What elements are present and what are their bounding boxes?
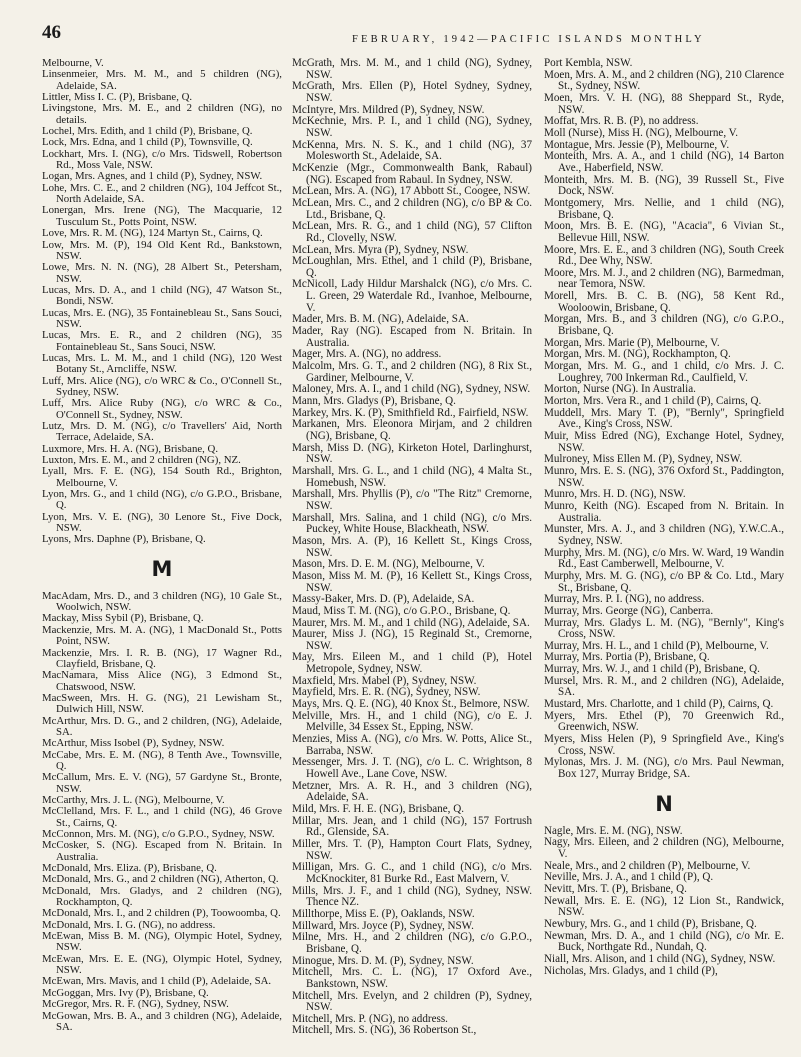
list-entry: Murphy, Mrs. M. G. (NG), c/o BP & Co. Ltd., Mary St., Brisbane, Q. xyxy=(544,569,784,594)
list-entry: Newbury, Mrs. G., and 1 child (P), Brisbane, Q. xyxy=(544,917,757,930)
list-entry: Love, Mrs. R. M. (NG), 124 Martyn St., Cairns, Q. xyxy=(42,227,263,240)
list-entry: Lockhart, Mrs. I. (NG), c/o Mrs. Tidswell, Robertson Rd., Moss Vale, NSW. xyxy=(42,147,282,172)
list-entry: McEwan, Mrs. E. E. (NG), Olympic Hotel, Sydney, NSW. xyxy=(42,952,282,977)
list-entry: McClelland, Mrs. F. L., and 1 child (NG), 46 Grove St., Cairns, Q. xyxy=(42,805,282,829)
list-entry: Luff, Mrs. Alice Ruby (NG), c/o WRC & Co., O'Connell St., Sydney, NSW. xyxy=(42,397,282,421)
list-entry: Morton, Nurse (NG). In Australia. xyxy=(544,383,696,396)
list-entry: Neville, Mrs. J. A., and 1 child (P), Q. xyxy=(544,871,714,884)
list-entry: Murray, Mrs. Portia (P), Brisbane, Q. xyxy=(544,651,710,664)
list-entry: Monteith, Mrs. M. B. (NG), 39 Russell St., Five Dock, NSW. xyxy=(544,173,784,198)
list-entry: McCabe, Mrs. E. M. (NG), 8 Tenth Ave., Townsville, Q. xyxy=(42,748,282,772)
list-entry: MacAdam, Mrs. D., and 3 children (NG), 10 Gale St., Woolwich, NSW. xyxy=(42,589,282,614)
list-entry: Murphy, Mrs. M. (NG), c/o Mrs. W. Ward, 19 Wandin Rd., East Camberwell, Melbourne, V. xyxy=(544,546,784,571)
list-entry: Mylonas, Mrs. J. M. (NG), c/o Mrs. Paul Newman, Box 127, Murray Bridge, SA. xyxy=(544,756,784,781)
list-entry: Maloney, Mrs. A. I., and 1 child (NG), Sydney, NSW. xyxy=(292,383,531,396)
list-entry: Lowe, Mrs. N. N. (NG), 28 Albert St., Petersham, NSW. xyxy=(42,261,282,285)
list-entry: Murray, Mrs. W. J., and 1 child (P), Brisbane, Q. xyxy=(544,663,760,676)
list-entry: Lohe, Mrs. C. E., and 2 children (NG), 104 Jeffcot St., North Adelaide, SA. xyxy=(42,181,282,206)
list-entry: Mackay, Miss Sybil (P), Brisbane, Q. xyxy=(42,612,204,625)
list-entry: MacNamara, Miss Alice (NG), 3 Edmond St., Chatswood, NSW. xyxy=(42,669,282,693)
list-entry: Lyons, Mrs. Daphne (P), Brisbane, Q. xyxy=(42,533,206,546)
list-entry: Muddell, Mrs. Mary T. (P), "Bernly", Springfield Ave., King's Cross, NSW. xyxy=(544,406,784,431)
list-entry: Morgan, Mrs. B., and 3 children (NG), c/o G.P.O., Brisbane, Q. xyxy=(544,313,784,338)
list-entry: McGregor, Mrs. R. F. (NG), Sydney, NSW. xyxy=(42,998,229,1011)
list-entry: Melville, Mrs. H., and 1 child (NG), c/o E. J. Melville, 34 Essex St., Epping, NSW. xyxy=(292,709,532,734)
list-entry: McGowan, Mrs. B. A., and 3 children (NG), Adelaide, SA. xyxy=(42,1009,282,1033)
list-entry: Morgan, Mrs. M. (NG), Rockhampton, Q. xyxy=(544,348,731,361)
list-entry: Newall, Mrs. E. E. (NG), 12 Lion St., Randwick, NSW. xyxy=(544,894,784,919)
running-head: FEBRUARY, 1942—PACIFIC ISLANDS MONTHLY xyxy=(352,34,705,45)
list-entry: Newman, Mrs. D. A., and 1 child (NG), c/o Mr. E. Buck, Northgate Rd., Nundah, Q. xyxy=(544,929,784,954)
list-entry: McGrath, Mrs. Ellen (P), Hotel Sydney, Sydney, NSW. xyxy=(292,80,532,104)
list-entry: Mager, Mrs. A. (NG), no address. xyxy=(292,348,442,361)
list-entry: McIntyre, Mrs. Mildred (P), Sydney, NSW. xyxy=(292,103,485,116)
list-entry: Luxmore, Mrs. H. A. (NG), Brisbane, Q. xyxy=(42,442,219,455)
list-entry: Nevitt, Mrs. T. (P), Brisbane, Q. xyxy=(544,882,687,895)
list-entry: Murray, Mrs. H. L., and 1 child (P), Melbourne, V. xyxy=(544,639,769,652)
list-entry: Luff, Mrs. Alice (NG), c/o WRC & Co., O'Connell St., Sydney, NSW. xyxy=(42,374,282,398)
list-entry: Myers, Mrs. Ethel (P), 70 Greenwich Rd., Greenwich, NSW. xyxy=(544,709,784,734)
list-entry: Munster, Mrs. A. J., and 3 children (NG), Y.W.C.A., Sydney, NSW. xyxy=(544,523,784,547)
list-entry: Massy-Baker, Mrs. D. (P), Adelaide, SA. xyxy=(292,593,475,606)
list-entry: Morton, Mrs. Vera R., and 1 child (P), Cairns, Q. xyxy=(544,395,762,408)
list-entry: McDonald, Mrs. I., and 2 children (P), Toowoomba, Q. xyxy=(42,907,281,920)
list-entry: May, Mrs. Eileen M., and 1 child (P), Hotel Metropole, Sydney, NSW. xyxy=(292,651,532,676)
list-entry: Montague, Mrs. Jessie (P), Melbourne, V. xyxy=(544,138,730,151)
list-entry: Lucas, Mrs. D. A., and 1 child (NG), 47 Watson St., Bondi, NSW. xyxy=(42,283,282,308)
list-entry: Moen, Mrs. A. M., and 2 children (NG), 210 Clarence St., Sydney, NSW. xyxy=(544,68,785,93)
list-entry: Maud, Miss T. M. (NG), c/o G.P.O., Brisbane, Q. xyxy=(292,604,511,617)
list-entry: McDonald, Mrs. I. G. (NG), no address. xyxy=(42,918,216,931)
list-entry: Murray, Mrs. P. I. (NG), no address. xyxy=(544,593,705,606)
list-entry: McLoughlan, Mrs. Ethel, and 1 child (P), Brisbane, Q. xyxy=(292,255,532,279)
list-entry: McEwan, Mrs. Mavis, and 1 child (P), Adelaide, SA. xyxy=(42,975,272,988)
list-entry: Lyon, Mrs. V. E. (NG), 30 Lenore St., Five Dock, NSW. xyxy=(42,510,282,535)
list-entry: Lucas, Mrs. L. M. M., and 1 child (NG), 120 West Botany St., Arncliffe, NSW. xyxy=(42,351,282,376)
section-letter: M xyxy=(151,556,173,581)
list-entry: Montgomery, Mrs. Nellie, and 1 child (NG), Brisbane, Q. xyxy=(544,196,784,221)
list-entry: McGoggan, Mrs. Ivy (P), Brisbane, Q. xyxy=(42,986,209,999)
list-entry: Niall, Mrs. Alison, and 1 child (NG), Sydney, NSW. xyxy=(544,952,776,965)
list-entry: Lyon, Mrs. G., and 1 child (NG), c/o G.P.O., Brisbane, Q. xyxy=(42,488,282,512)
list-entry: Millthorpe, Miss E. (P), Oaklands, NSW. xyxy=(292,907,475,920)
column-2 xyxy=(292,58,532,1037)
list-entry: Mild, Mrs. F. H. E. (NG), Brisbane, Q. xyxy=(292,803,464,815)
list-entry: Marshall, Mrs. Phyllis (P), c/o "The Ritz" Cremorne, NSW. xyxy=(292,488,532,512)
list-entry: Maurer, Mrs. M. M., and 1 child (NG), Adelaide, SA. xyxy=(292,616,530,629)
list-entry: Marshall, Mrs. G. L., and 1 child (NG), 4 Malta St., Homebush, NSW. xyxy=(292,464,532,489)
list-entry: Maxfield, Mrs. Mabel (P), Sydney, NSW. xyxy=(292,674,477,687)
list-entry: Milne, Mrs. H., and 2 children (NG), c/o G.P.O., Brisbane, Q. xyxy=(292,931,532,955)
list-entry: Neale, Mrs., and 2 children (P), Melbourne, V. xyxy=(544,859,751,872)
list-entry: Lutz, Mrs. D. M. (NG), c/o Travellers' Aid, North Terrace, Adelaide, SA. xyxy=(42,420,282,444)
list-entry: Linsenmeier, Mrs. M. M., and 5 children (NG), Adelaide, SA. xyxy=(42,68,282,92)
list-entry: Mayfield, Mrs. E. R. (NG), Sydney, NSW. xyxy=(292,686,481,699)
list-entry: Metzner, Mrs. A. R. H., and 3 children (NG), Adelaide, SA. xyxy=(292,779,532,804)
list-entry: Maurer, Miss J. (NG), 15 Reginald St., Cremorne, NSW. xyxy=(292,628,532,652)
list-entry: Mason, Miss M. M. (P), 16 Kellett St., Kings Cross, NSW. xyxy=(292,569,532,594)
list-entry: Moffat, Mrs. R. B. (P), no address. xyxy=(544,115,699,128)
list-entry: Miller, Mrs. T. (P), Hampton Court Flats, Sydney, NSW. xyxy=(292,837,532,862)
list-entry: Lock, Mrs. Edna, and 1 child (P), Townsville, Q. xyxy=(42,136,253,149)
list-entry: Livingstone, Mrs. M. E., and 2 children (NG), no details. xyxy=(42,102,282,126)
list-entry: Lucas, Mrs. E. R., and 2 children (NG), 35 Fontainebleau St., Sans Souci, NSW. xyxy=(42,329,282,353)
list-entry: Mills, Mrs. J. F., and 1 child (NG), Sydney, NSW. Thence NZ. xyxy=(292,884,532,909)
list-entry: McCarthy, Mrs. J. L. (NG), Melbourne, V. xyxy=(42,793,225,806)
list-entry: Morgan, Mrs. Marie (P), Melbourne, V. xyxy=(544,336,720,349)
page-number: 46 xyxy=(42,22,61,43)
list-entry: McDonald, Mrs. Eliza. (P), Brisbane, Q. xyxy=(42,862,217,875)
list-entry: Lucas, Mrs. E. (NG), 35 Fontainebleau St., Sans Souci, NSW. xyxy=(42,306,282,330)
list-entry: McLean, Mrs. Myra (P), Sydney, NSW. xyxy=(292,243,469,256)
list-entry: Mursel, Mrs. R. M., and 2 children (NG), Adelaide, SA. xyxy=(544,674,784,699)
list-entry: Myers, Miss Helen (P), 9 Springfield Ave., King's Cross, NSW. xyxy=(544,733,784,757)
list-entry: McLean, Mrs. C., and 2 children (NG), c/o BP & Co. Ltd., Brisbane, Q. xyxy=(292,196,532,221)
list-entry: McCallum, Mrs. E. V. (NG), 57 Gardyne St., Bronte, NSW. xyxy=(42,771,282,795)
list-entry: Markey, Mrs. K. (P), Smithfield Rd., Fairfield, NSW. xyxy=(292,406,529,419)
list-entry: Mitchell, Mrs. S. (NG), 36 Robertson St., xyxy=(292,1024,477,1037)
list-entry: Munro, Keith (NG). Escaped from N. Britain. In Australia. xyxy=(544,499,784,524)
list-entry: Lochel, Mrs. Edith, and 1 child (P), Brisbane, Q. xyxy=(42,125,253,138)
list-entry: Mader, Ray (NG). Escaped from N. Britain. In Australia. xyxy=(292,325,532,349)
list-entry: Mackenzie, Mrs. I. R. B. (NG), 17 Wagner Rd., Clayfield, Brisbane, Q. xyxy=(42,646,282,670)
list-entry: McDonald, Mrs. G., and 2 children (NG), Atherton, Q. xyxy=(42,873,279,886)
list-entry: Marshall, Mrs. Salina, and 1 child (NG), c/o Mrs. Puckey, White House, Blackheath, NSW. xyxy=(292,511,532,536)
list-entry: Moore, Mrs. E. E., and 3 children (NG), South Creek Rd., Dee Why, NSW. xyxy=(544,243,784,268)
list-entry: Menzies, Miss A. (NG), c/o Mrs. W. Potts, Alice St., Barraba, NSW. xyxy=(292,733,532,757)
list-entry: McGrath, Mrs. M. M., and 1 child (NG), Sydney, NSW. xyxy=(292,57,532,81)
list-entry: Mackenzie, Mrs. M. A. (NG), 1 MacDonald St., Potts Point, NSW. xyxy=(42,623,282,648)
list-entry: Murray, Mrs. George (NG), Canberra. xyxy=(544,604,714,617)
list-entry: Moll (Nurse), Miss H. (NG), Melbourne, V. xyxy=(544,126,739,139)
list-entry: Mays, Mrs. Q. E. (NG), 40 Knox St., Belmore, NSW. xyxy=(292,698,530,711)
list-entry: McKenna, Mrs. N. S. K., and 1 child (NG), 37 Molesworth St., Adelaide, SA. xyxy=(292,138,532,163)
list-entry: Melbourne, V. xyxy=(42,57,104,69)
section-letter: N xyxy=(655,791,673,816)
list-entry: Murray, Mrs. Gladys L. M. (NG), "Bernly", King's Cross, NSW. xyxy=(544,616,784,641)
list-entry: MacSween, Mrs. H. G. (NG), 21 Lewisham St., Dulwich Hill, NSW. xyxy=(42,691,282,716)
list-entry: McEwan, Miss B. M. (NG), Olympic Hotel, Sydney, NSW. xyxy=(42,930,282,954)
list-entry: Marsh, Miss D. (NG), Kirketon Hotel, Darlinghurst, NSW. xyxy=(292,441,532,466)
list-entry: Luxton, Mrs. E. M., and 2 children (NG), NZ. xyxy=(42,454,241,467)
column-3 xyxy=(544,58,784,977)
list-entry: Moon, Mrs. B. E. (NG), "Acacia", 6 Vivian St., Bellevue Hill, NSW. xyxy=(544,220,784,244)
list-entry: Munro, Mrs. E. S. (NG), 376 Oxford St., Paddington, NSW. xyxy=(544,464,784,489)
column-1 xyxy=(42,58,282,1033)
list-entry: McCosker, S. (NG). Escaped from N. Britain. In Australia. xyxy=(42,839,282,863)
list-entry: Minogue, Mrs. D. M. (P), Sydney, NSW. xyxy=(292,954,474,967)
list-entry: Markanen, Mrs. Eleonora Mirjam, and 2 children (NG), Brisbane, Q. xyxy=(292,418,532,442)
list-entry: Morgan, Mrs. M. G., and 1 child, c/o Mrs. J. C. Loughrey, 700 Inkerman Rd., Caulfield, V. xyxy=(544,360,784,384)
list-entry: McNicoll, Lady Hildur Marshalck (NG), c/o Mrs. C. L. Green, 29 Waterdale Rd., Ivanhoe, Melbourne, V. xyxy=(292,278,532,314)
list-entry: Malcolm, Mrs. G. T., and 2 children (NG), 8 Rix St., Gardiner, Melbourne, V. xyxy=(292,360,532,384)
list-entry: Millward, Mrs. Joyce (P), Sydney, NSW. xyxy=(292,919,474,932)
list-entry: Littler, Miss I. C. (P), Brisbane, Q. xyxy=(42,91,193,104)
list-entry: McDonald, Mrs. Gladys, and 2 children (NG), Rockhampton, Q. xyxy=(42,884,282,909)
list-entry: Moore, Mrs. M. J., and 2 children (NG), Barmedman, near Temora, NSW. xyxy=(544,266,784,291)
list-entry: McArthur, Mrs. D. G., and 2 children, (NG), Adelaide, SA. xyxy=(42,714,282,738)
list-entry: Mulroney, Miss Ellen M. (P), Sydney, NSW. xyxy=(544,453,743,466)
list-entry: Mason, Mrs. A. (P), 16 Kellett St., Kings Cross, NSW. xyxy=(292,534,532,559)
list-entry: Monteith, Mrs. A. A., and 1 child (NG), 14 Barton Ave., Haberfield, NSW. xyxy=(544,150,784,174)
list-entry: Nagle, Mrs. E. M. (NG), NSW. xyxy=(544,824,683,837)
list-entry: Morell, Mrs. B. C. B. (NG), 58 Kent Rd., Wooloowin, Brisbane, Q. xyxy=(544,290,784,314)
list-entry: Lonergan, Mrs. Irene (NG), The Macquarie, 12 Tusculum St., Potts Point, NSW. xyxy=(42,204,282,228)
list-entry: McLean, Mrs. R. G., and 1 child (NG), 57 Clifton Rd., Clovelly, NSW. xyxy=(292,220,532,244)
list-entry: Muir, Miss Edred (NG), Exchange Hotel, Sydney, NSW. xyxy=(544,430,784,454)
list-entry: Mitchell, Mrs. Evelyn, and 2 children (P), Sydney, NSW. xyxy=(292,989,532,1014)
list-entry: Lyall, Mrs. F. E. (NG), 154 South Rd., Brighton, Melbourne, V. xyxy=(42,465,282,489)
list-entry: McKenzie (Mgr., Commonwealth Bank, Rabaul) (NG). Escaped from Rabaul. In Sydney, NSW. xyxy=(292,161,532,186)
list-entry: McConnon, Mrs. M. (NG), c/o G.P.O., Sydney, NSW. xyxy=(42,828,275,840)
list-entry: McKechnie, Mrs. P. I., and 1 child (NG), Sydney, NSW. xyxy=(292,115,532,139)
list-entry: Mitchell, Mrs. P. (NG), no address. xyxy=(292,1012,448,1025)
list-entry: Nagy, Mrs. Eileen, and 2 children (NG), Melbourne, V. xyxy=(544,836,784,860)
list-entry: Logan, Mrs. Agnes, and 1 child (P), Sydney, NSW. xyxy=(42,170,263,183)
list-entry: Mustard, Mrs. Charlotte, and 1 child (P), Cairns, Q. xyxy=(544,698,774,711)
list-entry: Mason, Mrs. D. E. M. (NG), Melbourne, V. xyxy=(292,558,485,571)
list-entry: McLean, Mrs. A. (NG), 17 Abbott St., Coogee, NSW. xyxy=(292,185,531,198)
list-entry: Low, Mrs. M. (P), 194 Old Kent Rd., Bankstown, NSW. xyxy=(42,238,282,262)
list-entry: Mitchell, Mrs. C. L. (NG), 17 Oxford Ave., Bankstown, NSW. xyxy=(292,966,532,990)
list-entry: Port Kembla, NSW. xyxy=(544,57,633,69)
list-entry: Messenger, Mrs. J. T. (NG), c/o L. C. Wrightson, 8 Howell Ave., Lane Cove, NSW. xyxy=(292,756,532,781)
list-entry: Mann, Mrs. Gladys (P), Brisbane, Q. xyxy=(292,395,456,408)
list-entry: Millar, Mrs. Jean, and 1 child (NG), 157 Fortrush Rd., Glenside, SA. xyxy=(292,814,532,839)
list-entry: Munro, Mrs. H. D. (NG), NSW. xyxy=(544,488,686,501)
list-entry: Nicholas, Mrs. Gladys, and 1 child (P), xyxy=(544,964,718,977)
list-entry: Milligan, Mrs. G. C., and 1 child (NG), c/o Mrs. McKnockiter, 81 Burke Rd., East Malvern, V. xyxy=(292,861,532,885)
list-entry: McArthur, Miss Isobel (P), Sydney, NSW. xyxy=(42,737,225,750)
list-entry: Moen, Mrs. V. H. (NG), 88 Sheppard St., Ryde, NSW. xyxy=(544,91,784,116)
list-entry: Mader, Mrs. B. M. (NG), Adelaide, SA. xyxy=(292,313,469,326)
